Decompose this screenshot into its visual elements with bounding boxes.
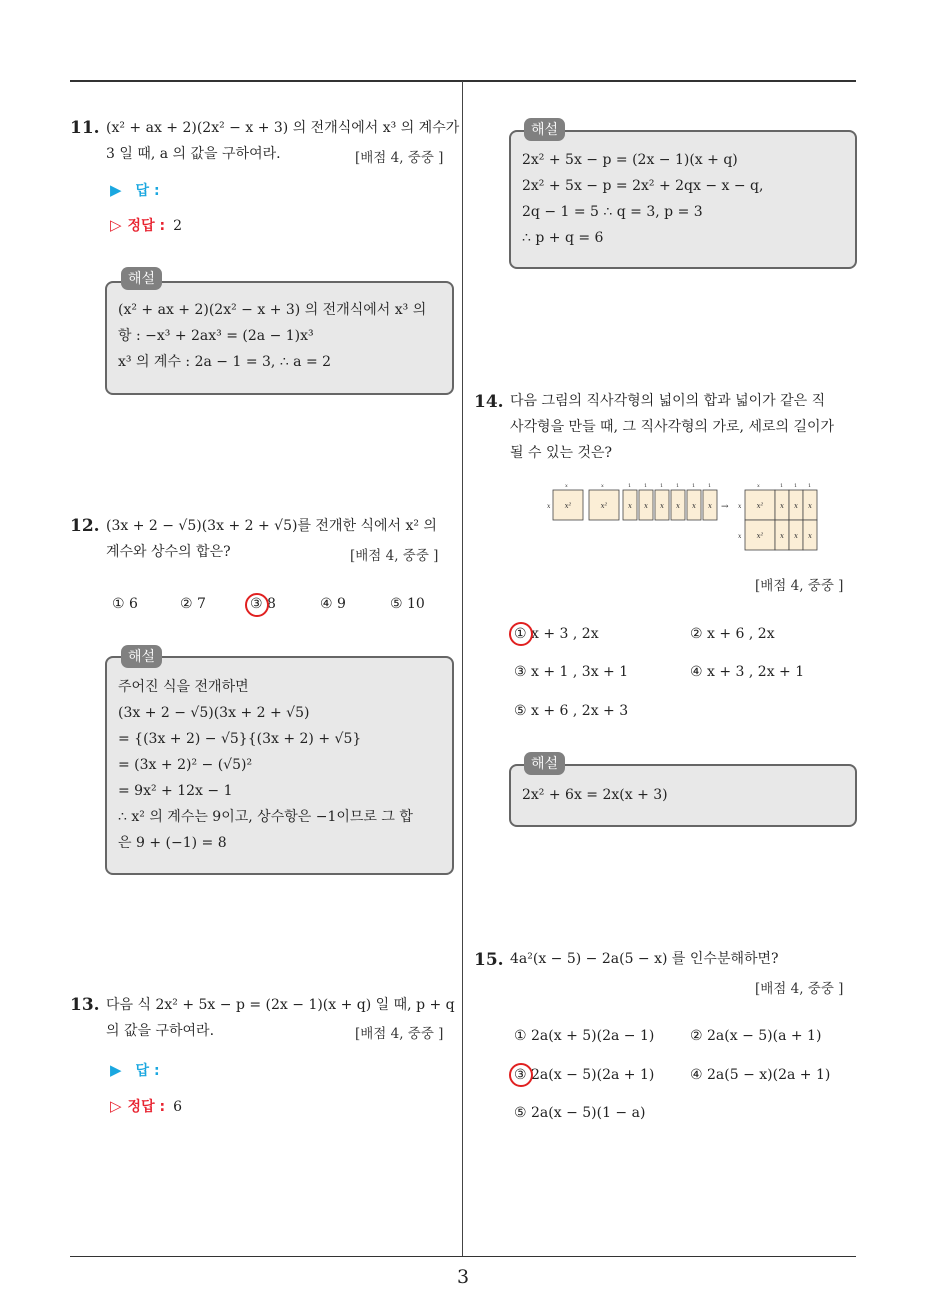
q11-answer-row — [110, 180, 160, 200]
q14-choice-1[interactable]: ① x + 3 , 2x — [514, 626, 599, 642]
q13-correct-value: 6 — [173, 1099, 182, 1115]
x-squared-tile — [745, 520, 775, 550]
q13-correct-label: 정답 : — [127, 1099, 166, 1115]
q11-sol-line: (x² + ax + 2)(2x² − x + 3) 의 전개식에서 x³ 의 — [118, 302, 427, 318]
q12-sol-line: ∴ x² 의 계수는 9이고, 상수항은 −1이므로 그 합 — [118, 809, 413, 825]
q12-number: 12. — [70, 516, 100, 536]
x-squared-tile — [589, 490, 619, 520]
q12-sol-line: 주어진 식을 전개하면 — [118, 679, 249, 695]
q14-selected-mark — [509, 622, 533, 646]
svg-text:1: 1 — [644, 483, 648, 489]
q14-rectangles-figure — [545, 480, 835, 552]
q11-line1: (x² + ax + 2)(2x² − x + 3) 의 전개식에서 x³ 의 계수가 — [106, 120, 460, 136]
q13-number: 13. — [70, 995, 100, 1015]
q14-choice-3[interactable]: ③ x + 1 , 3x + 1 — [514, 664, 629, 680]
q11-sol-line: 항 : −x³ + 2ax³ = (2a − 1)x³ — [118, 328, 314, 344]
q14-solution-tag: 해설 — [524, 752, 565, 775]
svg-text:x: x — [692, 502, 696, 510]
q15-choice-5[interactable]: ⑤ 2a(x − 5)(1 − a) — [514, 1105, 646, 1121]
svg-text:x: x — [601, 483, 604, 489]
q11-correct-row — [110, 215, 182, 235]
q12-sol-line: = 9x² + 12x − 1 — [118, 783, 233, 799]
q14-line3: 될 수 있는 것은? — [510, 445, 613, 461]
column-divider — [462, 81, 463, 1256]
svg-text:1: 1 — [780, 483, 784, 489]
q11-sol-line: x³ 의 계수 : 2a − 1 = 3, ∴ a = 2 — [118, 354, 332, 370]
svg-text:x: x — [708, 502, 712, 510]
svg-text:1: 1 — [808, 483, 812, 489]
q12-solution-tag: 해설 — [121, 645, 162, 668]
x-strip-tile — [789, 490, 803, 520]
q14-line1: 다음 그림의 직사각형의 넓이의 합과 넓이가 같은 직 — [510, 393, 826, 409]
q12-choice-1[interactable]: ① 6 — [112, 596, 138, 612]
q12-sol-line: 은 9 + (−1) = 8 — [118, 835, 227, 851]
svg-text:1: 1 — [660, 483, 664, 489]
x-strip-tile — [803, 490, 817, 520]
svg-text:1: 1 — [708, 483, 712, 489]
q14-number: 14. — [474, 392, 504, 412]
svg-text:x: x — [738, 503, 742, 510]
q12-choice-3[interactable]: ③ 8 — [250, 596, 276, 612]
svg-text:x: x — [780, 502, 784, 510]
q14-choice-4[interactable]: ④ x + 3 , 2x + 1 — [690, 664, 805, 680]
x-squared-tile — [745, 490, 775, 520]
x-squared-tile — [553, 490, 583, 520]
q12-choice-5[interactable]: ⑤ 10 — [390, 596, 425, 612]
q13-line2: 의 값을 구하여라. — [106, 1023, 215, 1039]
q11-answer-label: 답 : — [135, 183, 160, 199]
q15-number: 15. — [474, 950, 504, 970]
play-icon: ▶ — [110, 181, 122, 199]
svg-text:x: x — [757, 483, 760, 489]
svg-text:x²: x² — [756, 532, 764, 540]
q15-line1: 4a²(x − 5) − 2a(5 − x) 를 인수분해하면? — [510, 951, 779, 967]
svg-text:x: x — [794, 502, 798, 510]
q11-line2: 3 일 때, a 의 값을 구하여라. — [106, 146, 281, 162]
x-strip-tile — [803, 520, 817, 550]
q11-correct-label: 정답 : — [127, 218, 166, 234]
footer-rule — [70, 1256, 856, 1257]
svg-text:1: 1 — [676, 483, 680, 489]
svg-text:1: 1 — [628, 483, 632, 489]
x-strip-tile — [703, 490, 717, 520]
q14-sol-line: 2x² + 6x = 2x(x + 3) — [522, 787, 668, 803]
q12-sol-line: (3x + 2 − √5)(3x + 2 + √5) — [118, 705, 310, 721]
q12-line2: 계수와 상수의 합은? — [106, 544, 231, 560]
q13-sol-line: 2q − 1 = 5 ∴ q = 3, p = 3 — [522, 204, 703, 220]
x-strip-tile — [671, 490, 685, 520]
q13-line1: 다음 식 2x² + 5x − p = (2x − 1)(x + q) 일 때, p + q — [106, 997, 455, 1013]
q12-choice-2[interactable]: ② 7 — [180, 596, 206, 612]
x-strip-tile — [775, 490, 789, 520]
svg-text:x: x — [808, 532, 812, 540]
q11-meta: [배점 4, 중중 ] — [355, 150, 444, 166]
q13-correct-row — [110, 1096, 182, 1116]
q13-sol-line: 2x² + 5x − p = (2x − 1)(x + q) — [522, 152, 738, 168]
q14-meta: [배점 4, 중중 ] — [755, 578, 844, 594]
svg-text:x: x — [808, 502, 812, 510]
svg-text:x: x — [644, 502, 648, 510]
svg-text:1: 1 — [692, 483, 696, 489]
svg-text:x²: x² — [756, 502, 764, 510]
q15-text — [510, 946, 779, 972]
svg-text:x²: x² — [564, 502, 572, 510]
svg-text:x²: x² — [600, 502, 608, 510]
play-icon: ▶ — [110, 1061, 122, 1079]
q13-solution-body — [522, 147, 763, 251]
q12-choice-4[interactable]: ④ 9 — [320, 596, 346, 612]
q13-answer-row — [110, 1060, 160, 1080]
q15-selected-mark — [509, 1063, 533, 1087]
q13-sol-line: 2x² + 5x − p = 2x² + 2qx − x − q, — [522, 178, 764, 194]
q14-solution-body — [522, 782, 668, 808]
page-number: 3 — [456, 1266, 470, 1288]
q11-solution-tag: 해설 — [121, 267, 162, 290]
q12-meta: [배점 4, 중중 ] — [350, 548, 439, 564]
q15-choice-2[interactable]: ② 2a(x − 5)(a + 1) — [690, 1028, 822, 1044]
svg-text:x: x — [738, 533, 742, 540]
q13-sol-line: ∴ p + q = 6 — [522, 230, 604, 246]
svg-text:x: x — [676, 502, 680, 510]
q14-choice-2[interactable]: ② x + 6 , 2x — [690, 626, 775, 642]
q11-correct-value: 2 — [173, 218, 182, 234]
q15-choice-1[interactable]: ① 2a(x + 5)(2a − 1) — [514, 1028, 655, 1044]
x-strip-tile — [623, 490, 637, 520]
arrow-icon: → — [721, 502, 729, 512]
svg-text:x: x — [565, 483, 568, 489]
q12-solution-body — [118, 674, 413, 856]
svg-text:x: x — [780, 532, 784, 540]
x-strip-tile — [687, 490, 701, 520]
q13-answer-label: 답 : — [135, 1063, 160, 1079]
q15-choice-4[interactable]: ④ 2a(5 − x)(2a + 1) — [690, 1067, 831, 1083]
svg-text:1: 1 — [794, 483, 798, 489]
outline-triangle-icon: ▷ — [110, 216, 122, 234]
q11-number: 11. — [70, 118, 100, 138]
svg-text:x: x — [660, 502, 664, 510]
q15-choice-3[interactable]: ③ 2a(x − 5)(2a + 1) — [514, 1067, 655, 1083]
q14-choice-5[interactable]: ⑤ x + 6 , 2x + 3 — [514, 703, 629, 719]
x-strip-tile — [639, 490, 653, 520]
q13-solution-tag: 해설 — [524, 118, 565, 141]
q12-selected-mark — [245, 593, 269, 617]
svg-text:x: x — [794, 532, 798, 540]
q13-meta: [배점 4, 중중 ] — [355, 1026, 444, 1042]
q15-meta: [배점 4, 중중 ] — [755, 981, 844, 997]
x-strip-tile — [655, 490, 669, 520]
q12-sol-line: = (3x + 2)² − (√5)² — [118, 757, 253, 773]
svg-text:x: x — [547, 503, 551, 510]
x-strip-tile — [775, 520, 789, 550]
q12-sol-line: = {(3x + 2) − √5}{(3x + 2) + √5} — [118, 731, 362, 747]
q11-solution-body — [118, 297, 426, 375]
svg-text:x: x — [628, 502, 632, 510]
q14-text — [510, 388, 834, 466]
header-rule — [70, 80, 856, 82]
outline-triangle-icon: ▷ — [110, 1097, 122, 1115]
q14-line2: 사각형을 만들 때, 그 직사각형의 가로, 세로의 길이가 — [510, 419, 835, 435]
q12-line1: (3x + 2 − √5)(3x + 2 + √5)를 전개한 식에서 x² 의 — [106, 518, 437, 534]
x-strip-tile — [789, 520, 803, 550]
